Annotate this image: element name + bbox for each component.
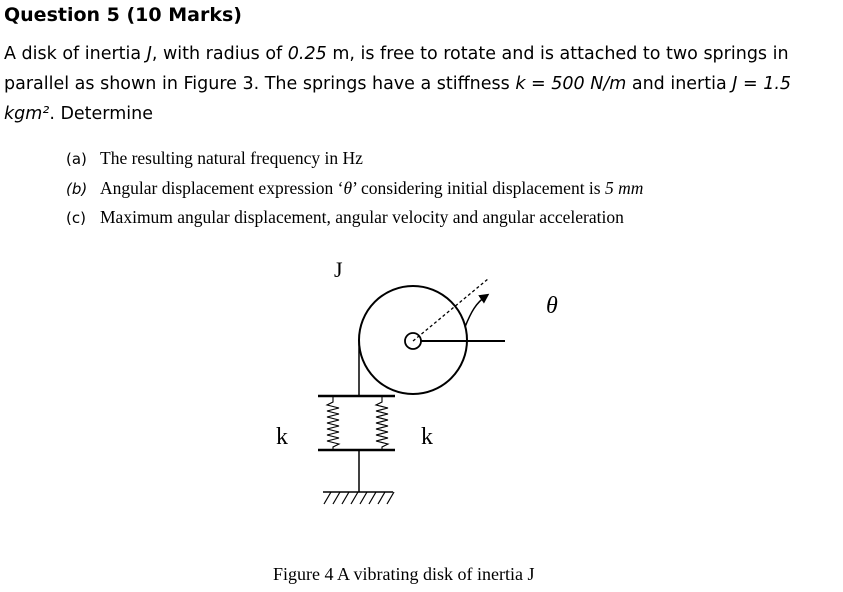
subquestion-a — [66, 148, 363, 169]
rotation-arrow — [465, 296, 486, 327]
stiffness-symbol: k — [515, 74, 526, 94]
spring-left-label: k — [276, 424, 288, 450]
text-segment: , with radius of — [151, 44, 288, 64]
inertia-unit: kgm² — [4, 104, 50, 124]
left-spring — [327, 396, 339, 450]
problem-line-1 — [4, 44, 789, 64]
subquestion-c — [66, 207, 624, 228]
text-segment: . Determine — [49, 104, 153, 124]
radius-value: 0.25 — [287, 44, 327, 64]
text-segment: = — [737, 74, 764, 94]
subquestion-text: Maximum angular displacement, angular velocity and angular acceleration — [100, 207, 624, 227]
displacement-value: 5 mm — [604, 178, 644, 198]
rotated-radius — [413, 279, 488, 341]
text-segment: parallel as shown in Figure 3. The springs have a stiffness — [4, 74, 516, 94]
subquestion-label: (a) — [66, 150, 87, 168]
text-segment: m, is free to rotate and is attached to two springs in — [326, 44, 789, 64]
subquestion-text: Angular displacement expression ‘ — [100, 178, 344, 198]
inertia-symbol: J — [732, 74, 738, 94]
subquestion-text: ’ considering initial displacement is — [352, 178, 605, 198]
angle-label: θ — [546, 293, 558, 319]
inertia-value: 1.5 — [763, 74, 792, 94]
stiffness-value: 500 N/m — [551, 74, 627, 94]
problem-line-3 — [4, 104, 153, 124]
subquestion-label: (b) — [66, 180, 88, 198]
theta-symbol: θ — [343, 178, 353, 198]
subquestion-b — [66, 178, 643, 199]
ground-hatch — [324, 492, 394, 504]
subquestion-text: The resulting natural frequency in Hz — [100, 148, 363, 168]
text-segment: = — [525, 74, 552, 94]
inertia-label: J — [334, 257, 343, 282]
text-segment: and inertia — [626, 74, 733, 94]
inertia-symbol: J — [146, 44, 152, 64]
question-heading: Question 5 (10 Marks) — [4, 4, 242, 26]
right-spring — [376, 396, 388, 450]
subquestion-label: (c) — [66, 209, 86, 227]
spring-right-label: k — [421, 424, 433, 450]
text-segment: A disk of inertia — [4, 44, 147, 64]
figure-caption: Figure 4 A vibrating disk of inertia J — [273, 564, 535, 584]
problem-line-2 — [4, 74, 791, 94]
vibrating-disk-figure — [250, 250, 590, 520]
